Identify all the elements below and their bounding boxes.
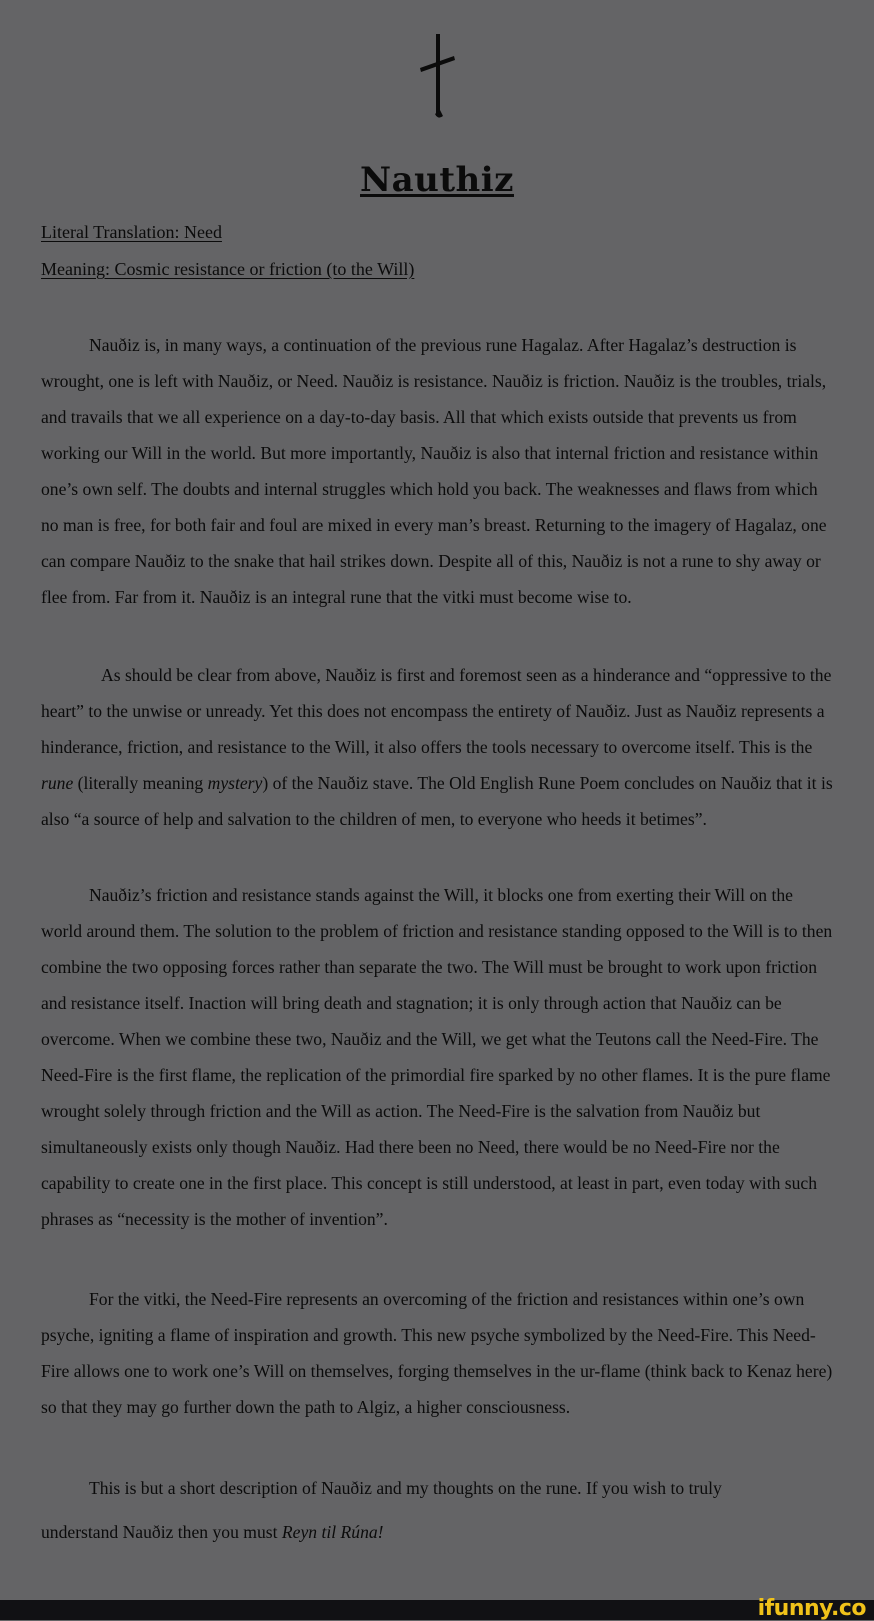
- paragraph-2-text-a: As should be clear from above, Nauðiz is first and foremost seen as a hinderance and “oppressive to the heart” to the unwise or unready. Yet this does not encompass the entirety of Nauðiz. Just as Nauðiz represents a hinderance, friction, and resistance to the Will, it also offers the tools necessary to overcome itself. This is the: [41, 665, 832, 757]
- paragraph-3: Nauðiz’s friction and resistance stands against the Will, it blocks one from exerting their Will on the world around them. The solution to the problem of friction and resistance standing opposed to the Will is to then combine the two opposing forces rather than separate the two. The Will must be brought to work upon friction and resistance itself. Inaction will bring death and stagnation; it is only through action that Nauðiz can be overcome. When we combine these two, Nauðiz and the Will, we get what the Teutons call the Need-Fire. The Need-Fire is the first flame, the replication of the primordial fire sparked by no other flames. It is the pure flame wrought solely through friction and the Will as action. The Need-Fire is the salvation from Nauðiz but simultaneously exists only though Nauðiz. Had there been no Need, there would be no Need-Fire nor the capability to create one in the first place. This concept is still understood, at least in part, even today with such phrases as “necessity is the mother of invention”.: [41, 885, 833, 1229]
- rune-word: rune: [41, 773, 74, 793]
- paragraph-1: Nauðiz is, in many ways, a continuation of the previous rune Hagalaz. After Hagalaz’s destruction is wrought, one is left with Nauðiz, or Need. Nauðiz is resistance. Nauðiz is friction. Nauðiz is the troubles, trials, and travails that we all experience on a day-to-day basis. All that which exists outside that prevents us from working our Will in the world. But more importantly, Nauðiz is also that internal friction and resistance within one’s own self. The doubts and internal struggles which hold you back. The weaknesses and flaws from which no man is free, for both fair and foul are mixed in every man’s breast. Returning to the imagery of Hagalaz, one can compare Nauðiz to the snake that hail strikes down. Despite all of this, Nauðiz is not a rune to shy away or flee from. Far from it. Nauðiz is an integral rune that the vitki must become wise to.: [41, 335, 827, 607]
- watermark-bar: [0, 1600, 874, 1620]
- paragraph-2-text-b: (literally meaning: [73, 773, 208, 793]
- closing-line-2: understand Nauðiz then you must: [41, 1522, 282, 1542]
- ifunny-watermark: ifunny.co: [757, 1596, 866, 1621]
- paragraph-2-text-c: ) of the Nauðiz stave. The Old English Rune Poem concludes on Nauðiz that it is also “a source of help and salvation to the children of men, to everyone who heeds it betimes”.: [41, 773, 833, 829]
- meaning-line: Meaning: Cosmic resistance or friction (to the Will): [41, 259, 415, 279]
- signoff: Reyn til Rúna!: [281, 1522, 384, 1542]
- paragraph-5: [41, 1470, 836, 1550]
- page-title: Nauthiz: [360, 160, 514, 200]
- paragraph-2: [41, 657, 836, 837]
- mystery-word: mystery: [207, 773, 263, 793]
- literal-translation: Literal Translation: Need: [41, 222, 222, 242]
- nauthiz-rune-icon: [0, 30, 874, 125]
- paragraph-4: For the vitki, the Need-Fire represents an overcoming of the friction and resistances within one’s own psyche, igniting a flame of inspiration and growth. This new psyche symbolized by the Need-Fire. This Need-Fire allows one to work one’s Will on themselves, forging themselves in the ur-flame (think back to Kenaz here) so that they may go further down the path to Algiz, a higher consciousness.: [41, 1289, 833, 1417]
- closing-line-1: This is but a short description of Nauðiz and my thoughts on the rune. If you wish to truly: [89, 1478, 722, 1498]
